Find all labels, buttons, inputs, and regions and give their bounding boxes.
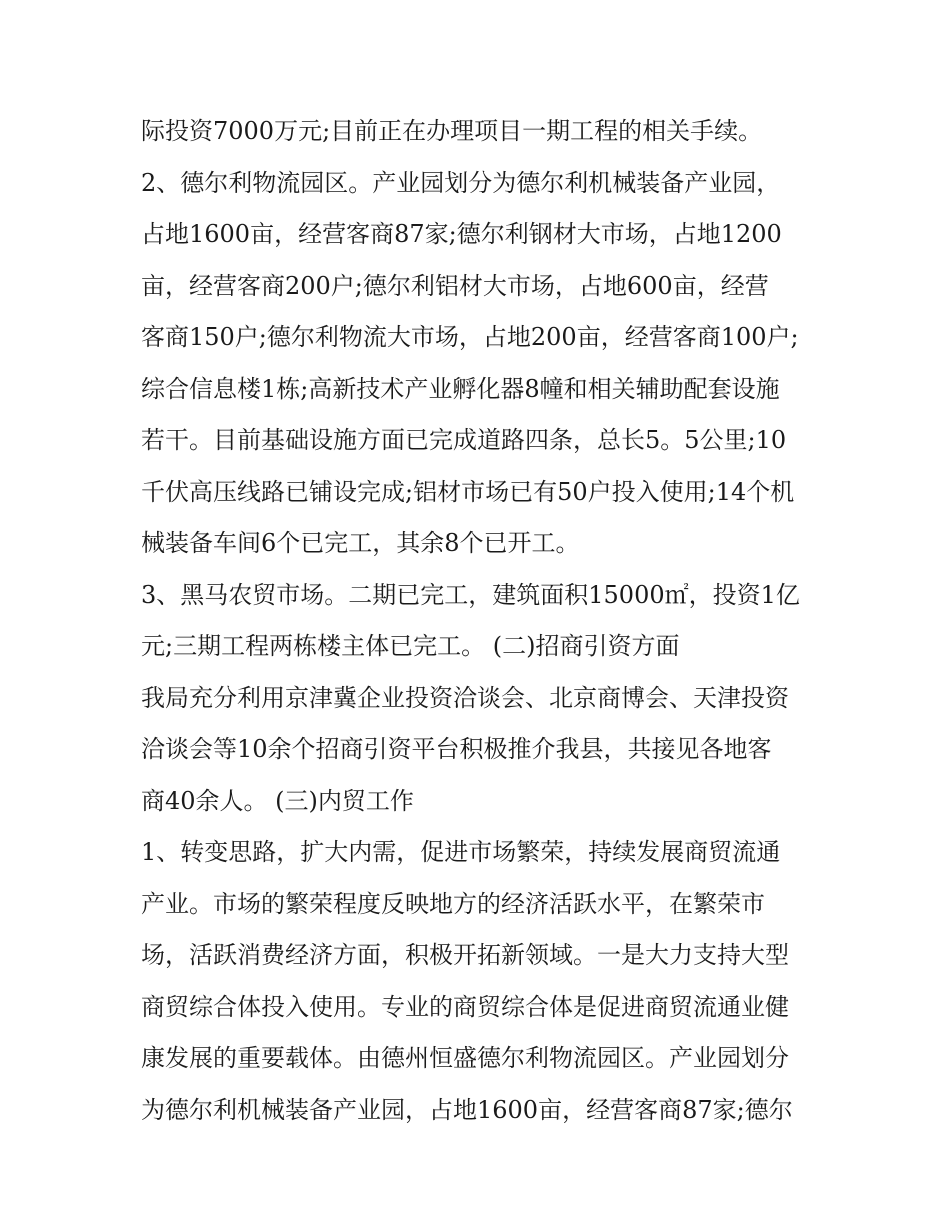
text-line: 占地1600亩，经营客商87家;德尔利钢材大市场，占地1200 (141, 220, 782, 248)
text-line: 综合信息楼1栋;高新技术产业孵化器8幢和相关辅助配套设施 (141, 374, 780, 403)
text-line: 2、德尔利物流园区。产业园划分为德尔利机械装备产业园， (141, 168, 781, 197)
text-line: 际投资7000万元;目前正在办理项目一期工程的相关手续。 (141, 117, 763, 145)
text-line: 亩，经营客商200户;德尔利铝材大市场，占地600亩，经营 (141, 271, 769, 300)
text-line: 1、转变思路，扩大内需，促进市场繁荣，持续发展商贸流通 (141, 838, 781, 866)
text-line: 商40余人。 (三)内贸工作 (141, 786, 414, 815)
text-line: 客商150户;德尔利物流大市场，占地200亩，经营客商100户; (141, 323, 799, 351)
text-line: 产业。市场的繁荣程度反映地方的经济活跃水平，在繁荣市 (141, 889, 765, 918)
text-line: 械装备车间6个已完工，其余8个已开工。 (141, 529, 580, 557)
text-line: 康发展的重要载体。由德州恒盛德尔利物流园区。产业园划分 (141, 1044, 789, 1072)
text-line: 若干。目前基础设施方面已完成道路四条，总长5。5公里;10 (141, 426, 787, 454)
text-line: 3、黑马农贸市场。二期已完工，建筑面积15000㎡，投资1亿 (141, 580, 800, 609)
text-line: 洽谈会等10余个招商引资平台积极推介我县，共接见各地客 (141, 735, 772, 763)
text-line: 场，活跃消费经济方面，积极开拓新领域。一是大力支持大型 (141, 941, 789, 969)
text-line: 商贸综合体投入使用。专业的商贸综合体是促进商贸流通业健 (141, 992, 789, 1021)
body-text (141, 110, 821, 1140)
text-line: 我局充分利用京津冀企业投资洽谈会、北京商博会、天津投资 (141, 683, 789, 712)
text-line: 千伏高压线路已铺设完成;铝材市场已有50户投入使用;14个机 (141, 477, 795, 506)
text-line: 为德尔利机械装备产业园，占地1600亩，经营客商87家;德尔 (141, 1095, 793, 1124)
text-line: 元;三期工程两栋楼主体已完工。 (二)招商引资方面 (141, 632, 680, 660)
